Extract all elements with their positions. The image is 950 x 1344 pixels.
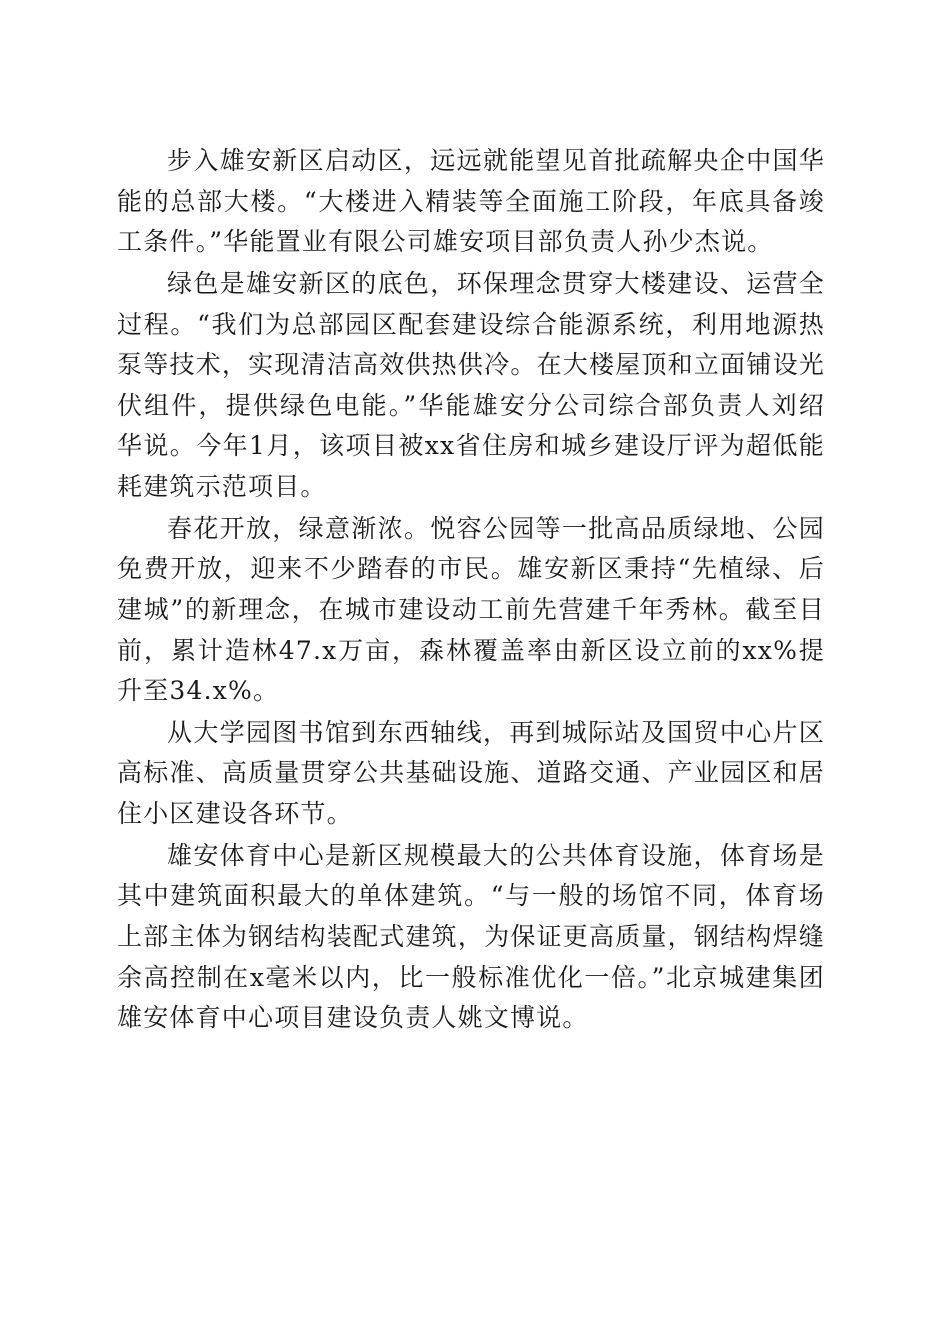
paragraph: 绿色是雄安新区的底色，环保理念贯穿大楼建设、运营全过程。“我们为总部园区配套建设综合能源系统，利用地源热泵等技术，实现清洁高效供热供冷。在大楼屋顶和立面铺设光伏组件，提供绿色电能。”华能雄安分公司综合部负责人刘绍华说。今年1月，该项目被xx省住房和城乡建设厅评为超低能耗建筑示范项目。 bbox=[117, 268, 825, 501]
paragraph: 雄安体育中心是新区规模最大的公共体育设施，体育场是其中建筑面积最大的单体建筑。“与一般的场馆不同，体育场上部主体为钢结构装配式建筑，为保证更高质量，钢结构焊缝余高控制在x毫米以内，比一般标准优化一倍。”北京城建集团雄安体育中心项目建设负责人姚文博说。 bbox=[117, 840, 825, 1033]
paragraph: 从大学园图书馆到东西轴线，再到城际站及国贸中心片区高标准、高质量贯穿公共基础设施、道路交通、产业园区和居住小区建设各环节。 bbox=[117, 717, 825, 829]
paragraph: 步入雄安新区启动区，远远就能望见首批疏解央企中国华能的总部大楼。“大楼进入精装等全面施工阶段，年底具备竣工条件。”华能置业有限公司雄安项目部负责人孙少杰说。 bbox=[117, 146, 825, 257]
paragraph: 春花开放，绿意渐浓。悦容公园等一批高品质绿地、公园免费开放，迎来不少踏春的市民。雄安新区秉持“先植绿、后建城”的新理念，在城市建设动工前先营建千年秀林。截至目前，累计造林47.x万亩，森林覆盖率由新区设立前的xx%提升至34.x%。 bbox=[117, 513, 825, 706]
article-body bbox=[117, 141, 825, 1039]
